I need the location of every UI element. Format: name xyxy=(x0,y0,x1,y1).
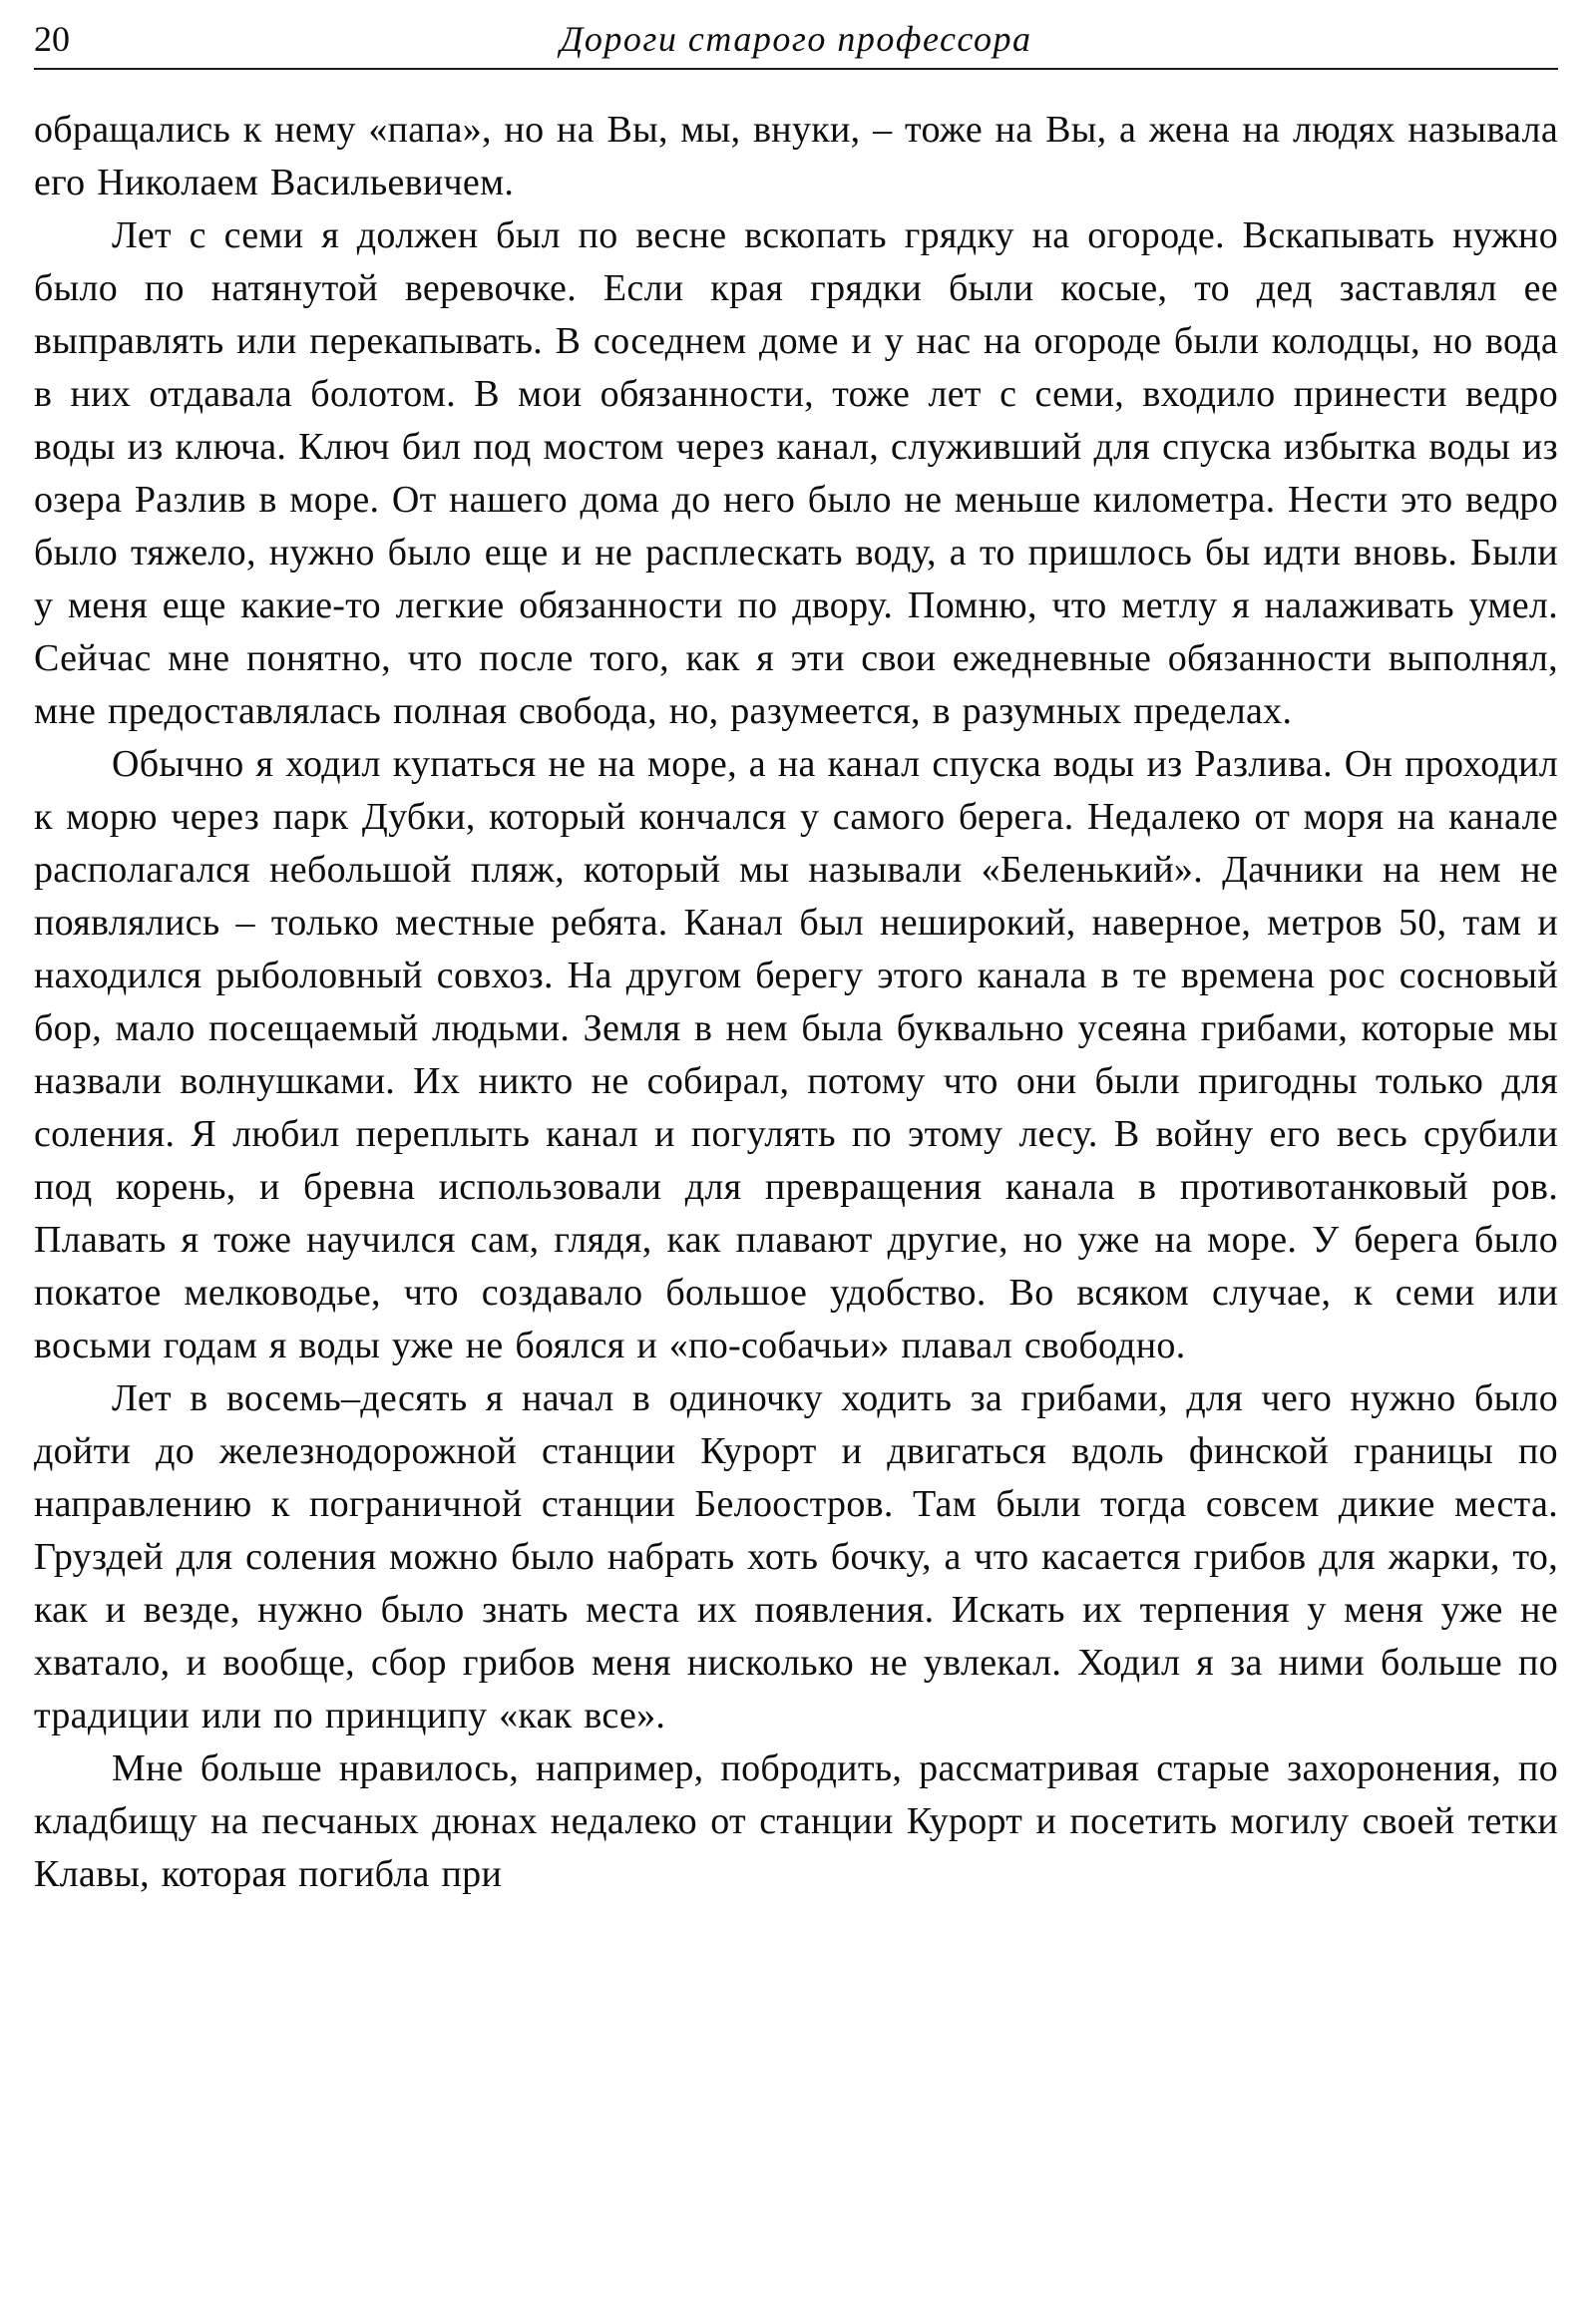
paragraph: Лет в восемь–десять я начал в одиночку ходить за грибами, для чего нужно было дойти до железнодорожной станции Курорт и двигаться вдоль финской границы по направлению к пограничной станции Белоостров. Там были тогда совсем дикие места. Груздей для соления можно было набрать хоть бочку, а что касается грибов для жарки, то, как и везде, нужно было знать места их появления. Искать их терпения у меня уже не хватало, и вообще, сбор грибов меня нисколько не увлекал. Ходил я за ними больше по традиции или по принципу «как все». xyxy=(34,1377,1558,1736)
paragraph: Обычно я ходил купаться не на море, а на канал спуска воды из Разлива. Он проходил к морю через парк Дубки, который кончался у самого берега. Недалеко от моря на канале располагался небольшой пляж, который мы называли «Беленький». Дачники на нем не появлялись – только местные ребята. Канал был неширокий, наверное, метров 50, там и находился рыболовный совхоз. На другом берегу этого канала в те времена рос сосновый бор, мало посещаемый людьми. Земля в нем была буквально усеяна грибами, которые мы назвали волнушками. Их никто не собирал, потому что они были пригодны только для соления. Я любил переплыть канал и погулять по этому лесу. В войну его весь срубили под корень, и бревна использовали для превращения канала в противотанковый ров. Плавать я тоже научился сам, глядя, как плавают другие, но уже на море. У берега было покатое мелководье, что создавало большое удобство. Во всяком случае, к семи или восьми годам я воды уже не боялся и «по-собачьи» плавал свободно. xyxy=(34,743,1558,1366)
paragraph: Лет с семи я должен был по весне вскопать грядку на огороде. Вскапывать нужно было по натянутой веревочке. Если края грядки были косые, то дед заставлял ее выправлять или перекапывать. В соседнем доме и у нас на огороде были колодцы, но вода в них отдавала болотом. В мои обязанности, тоже лет с семи, входило принести ведро воды из ключа. Ключ бил под мостом через канал, служивший для спуска избытка воды из озера Разлив в море. От нашего дома до него было не меньше километра. Нести это ведро было тяжело, нужно было еще и не расплескать воду, а то пришлось бы идти вновь. Были у меня еще какие-то легкие обязанности по двору. Помню, что метлу я налаживать умел. Сейчас мне понятно, что после того, как я эти свои ежедневные обязанности выполнял, мне предоставлялась полная свобода, но, разумеется, в разумных пределах. xyxy=(34,214,1558,732)
page-header xyxy=(34,16,1558,70)
body-text xyxy=(34,104,1558,1901)
running-title: Дороги старого профессора xyxy=(560,19,1032,59)
paragraph: обращались к нему «папа», но на Вы, мы, внуки, – тоже на Вы, а жена на людях называла его Николаем Васильевичем. xyxy=(34,109,1558,203)
paragraph: Мне больше нравилось, например, побродить, рассматривая старые захоронения, по кладбищу на песчаных дюнах недалеко от станции Курорт и посетить могилу своей тетки Клавы, которая погибла при xyxy=(34,1747,1558,1895)
page-number: 20 xyxy=(34,19,70,59)
